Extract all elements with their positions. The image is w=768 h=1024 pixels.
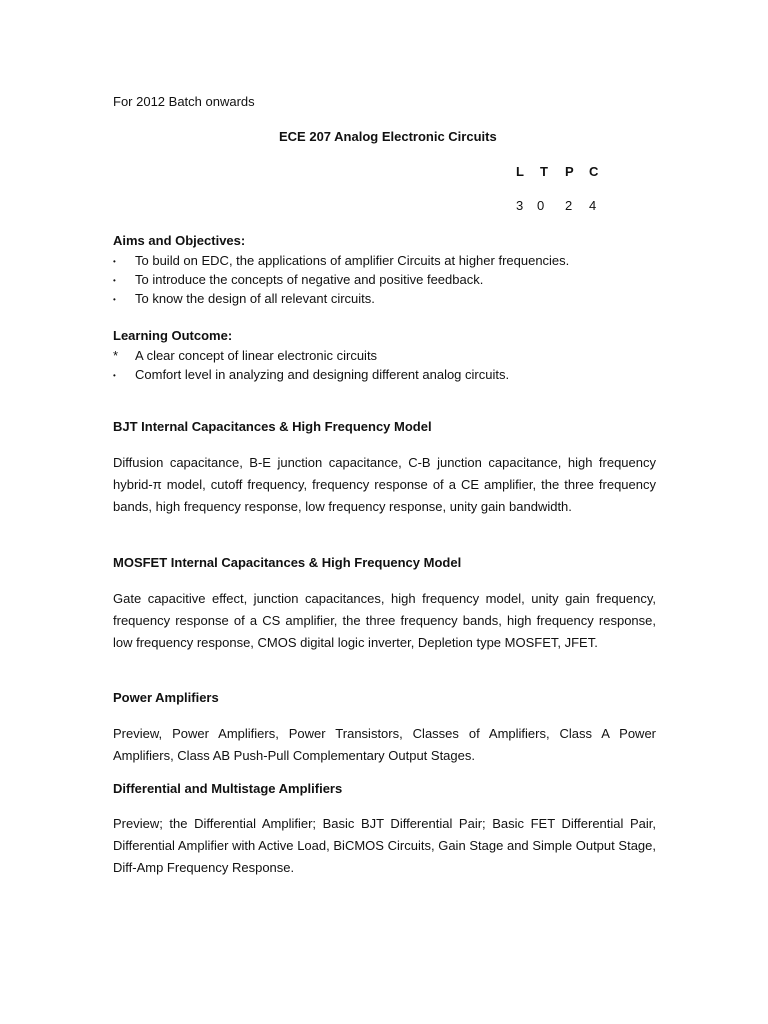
outcome-item-text: Comfort level in analyzing and designing different analog circuits. — [135, 367, 510, 382]
ltpc-values — [516, 198, 601, 213]
section-heading-mosfet: MOSFET Internal Capacitances & High Frequency Model — [113, 555, 462, 570]
section-heading-bjt: BJT Internal Capacitances & High Frequency Model — [113, 419, 432, 434]
aims-item-text: To build on EDC, the applications of amplifier Circuits at higher frequencies. — [135, 253, 570, 268]
outcome-heading: Learning Outcome: — [113, 328, 233, 343]
ltpc-label-t: T — [540, 164, 548, 179]
list-item — [113, 251, 569, 270]
list-item — [113, 365, 509, 384]
ltpc-labels — [516, 164, 601, 179]
ltpc-label-c: C — [589, 164, 599, 179]
batch-note: For 2012 Batch onwards — [113, 94, 255, 109]
ltpc-label-l: L — [516, 164, 524, 179]
ltpc-value-l: 3 — [516, 198, 524, 213]
ltpc-value-p: 2 — [565, 198, 573, 213]
aims-heading: Aims and Objectives: — [113, 233, 246, 248]
bullet-icon: • — [113, 257, 116, 267]
outcome-list — [113, 346, 509, 384]
section-body-mosfet: Gate capacitive effect, junction capacitances, high frequency model, unity gain frequency, frequency response of a CS amplifier, the three frequency bands, high frequency response, low frequency response, CMOS digital logic inverter, Depletion type MOSFET, JFET. — [113, 591, 656, 650]
aims-item-text: To know the design of all relevant circuits. — [135, 291, 375, 306]
course-title: ECE 207 Analog Electronic Circuits — [279, 129, 497, 144]
ltpc-label-p: P — [565, 164, 574, 179]
outcome-item-text: A clear concept of linear electronic circuits — [135, 348, 378, 363]
section-heading-power-amplifiers: Power Amplifiers — [113, 690, 219, 705]
section-body-power-amplifiers: Preview, Power Amplifiers, Power Transistors, Classes of Amplifiers, Class A Power Amplifiers, Class AB Push-Pull Complementary Output Stages. — [113, 726, 656, 763]
bullet-icon: • — [113, 276, 116, 286]
aims-list — [113, 251, 569, 308]
section-heading-differential: Differential and Multistage Amplifiers — [113, 781, 343, 796]
ltpc-value-t: 0 — [537, 198, 545, 213]
bullet-icon: • — [113, 371, 116, 381]
section-body-bjt: Diffusion capacitance, B-E junction capacitance, C-B junction capacitance, high frequency hybrid-π model, cutoff frequency, frequency response of a CE amplifier, the three frequency bands, high frequency response, low frequency response, unity gain bandwidth. — [113, 455, 656, 514]
section-body-differential: Preview; the Differential Amplifier; Basic BJT Differential Pair; Basic FET Differential Pair, Differential Amplifier with Active Load, BiCMOS Circuits, Gain Stage and Simple Output Stage, Diff-Amp Frequency Response. — [113, 816, 656, 875]
list-item — [113, 289, 569, 308]
aims-item-text: To introduce the concepts of negative and positive feedback. — [135, 272, 484, 287]
list-item — [113, 270, 569, 289]
bullet-icon: • — [113, 295, 116, 305]
asterisk-icon: * — [113, 348, 119, 363]
list-item — [113, 346, 509, 365]
ltpc-value-c: 4 — [589, 198, 597, 213]
